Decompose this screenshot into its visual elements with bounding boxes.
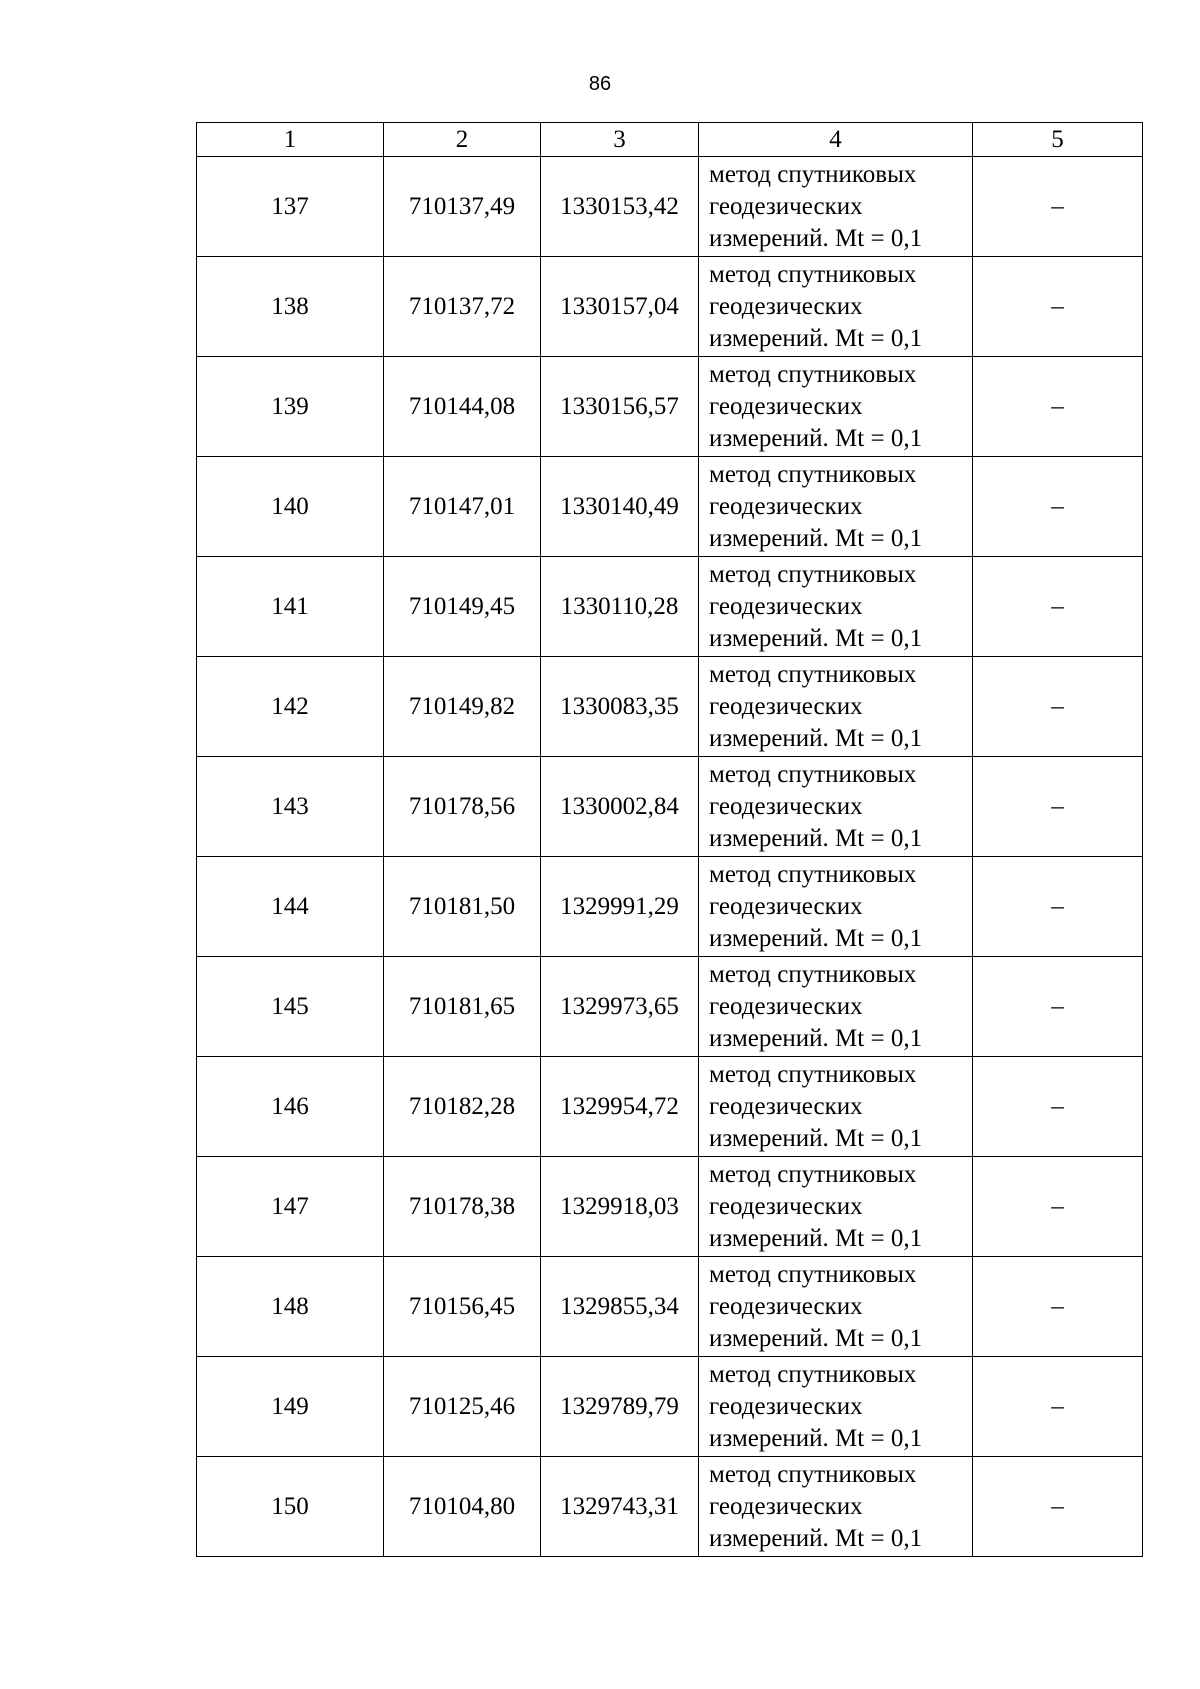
note-cell: – — [973, 1457, 1143, 1557]
coordinate-x-cell: 710147,01 — [384, 457, 541, 557]
coordinate-x-cell: 710181,65 — [384, 957, 541, 1057]
method-text-line: метод спутниковых — [709, 360, 917, 388]
coordinate-x-cell: 710144,08 — [384, 357, 541, 457]
method-text-line: измерений. Mt = 0,1 — [709, 724, 923, 752]
method-cell — [699, 157, 973, 257]
method-text-line: измерений. Mt = 0,1 — [709, 324, 923, 352]
method-text-line: измерений. Mt = 0,1 — [709, 424, 923, 452]
coordinate-y-cell: 1329918,03 — [541, 1157, 699, 1257]
method-text-line: измерений. Mt = 0,1 — [709, 1524, 923, 1552]
method-text-line: метод спутниковых — [709, 1260, 917, 1288]
coordinates-table — [196, 122, 1143, 1557]
coordinate-y-cell: 1330156,57 — [541, 357, 699, 457]
point-number-cell: 144 — [197, 857, 384, 957]
method-cell — [699, 1057, 973, 1157]
method-text-line: измерений. Mt = 0,1 — [709, 1424, 923, 1452]
table-row — [197, 557, 1143, 657]
coordinate-x-cell: 710149,82 — [384, 657, 541, 757]
method-cell — [699, 1157, 973, 1257]
method-text-line: метод спутниковых — [709, 1160, 917, 1188]
method-text-line: измерений. Mt = 0,1 — [709, 1324, 923, 1352]
coordinate-y-cell: 1330153,42 — [541, 157, 699, 257]
point-number-cell: 141 — [197, 557, 384, 657]
point-number-cell: 138 — [197, 257, 384, 357]
method-text-line: геодезических — [709, 1492, 863, 1520]
coordinate-y-cell: 1329991,29 — [541, 857, 699, 957]
coordinate-x-cell: 710182,28 — [384, 1057, 541, 1157]
coordinate-x-cell: 710178,56 — [384, 757, 541, 857]
table-row — [197, 157, 1143, 257]
point-number-cell: 139 — [197, 357, 384, 457]
note-cell: – — [973, 957, 1143, 1057]
method-text-line: метод спутниковых — [709, 960, 917, 988]
method-text-line: измерений. Mt = 0,1 — [709, 1024, 923, 1052]
table-row — [197, 1157, 1143, 1257]
coordinate-y-cell: 1330002,84 — [541, 757, 699, 857]
table-row — [197, 757, 1143, 857]
coordinate-y-cell: 1329789,79 — [541, 1357, 699, 1457]
table-row — [197, 657, 1143, 757]
method-text-line: измерений. Mt = 0,1 — [709, 224, 923, 252]
note-cell: – — [973, 1357, 1143, 1457]
note-cell: – — [973, 657, 1143, 757]
table-row — [197, 1257, 1143, 1357]
method-text-line: измерений. Mt = 0,1 — [709, 924, 923, 952]
table-row — [197, 1357, 1143, 1457]
coordinate-y-cell: 1329973,65 — [541, 957, 699, 1057]
table-row — [197, 357, 1143, 457]
column-header-4: 4 — [699, 123, 973, 157]
method-text-line: геодезических — [709, 1192, 863, 1220]
page-number: 86 — [588, 73, 612, 95]
point-number-cell: 150 — [197, 1457, 384, 1557]
coordinate-y-cell: 1329954,72 — [541, 1057, 699, 1157]
method-text-line: геодезических — [709, 1092, 863, 1120]
point-number-cell: 140 — [197, 457, 384, 557]
method-text-line: геодезических — [709, 1392, 863, 1420]
method-text-line: метод спутниковых — [709, 1360, 917, 1388]
table-row — [197, 457, 1143, 557]
method-text-line: измерений. Mt = 0,1 — [709, 624, 923, 652]
coordinate-y-cell: 1330083,35 — [541, 657, 699, 757]
column-header-3: 3 — [541, 123, 699, 157]
point-number-cell: 146 — [197, 1057, 384, 1157]
point-number-cell: 148 — [197, 1257, 384, 1357]
method-cell — [699, 657, 973, 757]
column-header-1: 1 — [197, 123, 384, 157]
method-cell — [699, 1457, 973, 1557]
method-text-line: метод спутниковых — [709, 660, 917, 688]
coordinate-y-cell: 1330140,49 — [541, 457, 699, 557]
table-header-row — [197, 123, 1143, 157]
coordinate-x-cell: 710137,49 — [384, 157, 541, 257]
table-row — [197, 1057, 1143, 1157]
method-cell — [699, 357, 973, 457]
note-cell: – — [973, 1057, 1143, 1157]
note-cell: – — [973, 1257, 1143, 1357]
coordinate-y-cell: 1330110,28 — [541, 557, 699, 657]
table-row — [197, 1457, 1143, 1557]
method-text-line: метод спутниковых — [709, 460, 917, 488]
point-number-cell: 143 — [197, 757, 384, 857]
method-text-line: геодезических — [709, 692, 863, 720]
note-cell: – — [973, 557, 1143, 657]
coordinate-x-cell: 710125,46 — [384, 1357, 541, 1457]
coordinate-x-cell: 710178,38 — [384, 1157, 541, 1257]
method-text-line: измерений. Mt = 0,1 — [709, 1224, 923, 1252]
method-cell — [699, 1257, 973, 1357]
method-cell — [699, 557, 973, 657]
method-text-line: геодезических — [709, 492, 863, 520]
method-text-line: геодезических — [709, 292, 863, 320]
method-text-line: геодезических — [709, 592, 863, 620]
table-row — [197, 857, 1143, 957]
column-header-2: 2 — [384, 123, 541, 157]
method-text-line: метод спутниковых — [709, 760, 917, 788]
method-text-line: метод спутниковых — [709, 860, 917, 888]
method-text-line: метод спутниковых — [709, 260, 917, 288]
method-cell — [699, 257, 973, 357]
method-text-line: геодезических — [709, 392, 863, 420]
note-cell: – — [973, 457, 1143, 557]
method-text-line: метод спутниковых — [709, 1060, 917, 1088]
method-text-line: измерений. Mt = 0,1 — [709, 1124, 923, 1152]
table-row — [197, 257, 1143, 357]
coordinate-y-cell: 1329743,31 — [541, 1457, 699, 1557]
method-text-line: геодезических — [709, 792, 863, 820]
method-text-line: геодезических — [709, 892, 863, 920]
method-cell — [699, 1357, 973, 1457]
coordinate-y-cell: 1329855,34 — [541, 1257, 699, 1357]
method-text-line: измерений. Mt = 0,1 — [709, 824, 923, 852]
coordinate-x-cell: 710156,45 — [384, 1257, 541, 1357]
method-text-line: геодезических — [709, 992, 863, 1020]
note-cell: – — [973, 857, 1143, 957]
method-text-line: геодезических — [709, 1292, 863, 1320]
note-cell: – — [973, 1157, 1143, 1257]
note-cell: – — [973, 257, 1143, 357]
point-number-cell: 137 — [197, 157, 384, 257]
method-text-line: метод спутниковых — [709, 560, 917, 588]
column-header-5: 5 — [973, 123, 1143, 157]
method-text-line: метод спутниковых — [709, 1460, 917, 1488]
note-cell: – — [973, 357, 1143, 457]
method-text-line: геодезических — [709, 192, 863, 220]
coordinate-x-cell: 710149,45 — [384, 557, 541, 657]
method-text-line: метод спутниковых — [709, 160, 917, 188]
coordinate-x-cell: 710104,80 — [384, 1457, 541, 1557]
table-row — [197, 957, 1143, 1057]
method-cell — [699, 457, 973, 557]
coordinate-x-cell: 710181,50 — [384, 857, 541, 957]
method-cell — [699, 757, 973, 857]
method-cell — [699, 857, 973, 957]
point-number-cell: 149 — [197, 1357, 384, 1457]
method-cell — [699, 957, 973, 1057]
point-number-cell: 142 — [197, 657, 384, 757]
point-number-cell: 145 — [197, 957, 384, 1057]
method-text-line: измерений. Mt = 0,1 — [709, 524, 923, 552]
note-cell: – — [973, 757, 1143, 857]
table-body — [197, 157, 1143, 1557]
coordinate-y-cell: 1330157,04 — [541, 257, 699, 357]
coordinate-x-cell: 710137,72 — [384, 257, 541, 357]
point-number-cell: 147 — [197, 1157, 384, 1257]
note-cell: – — [973, 157, 1143, 257]
